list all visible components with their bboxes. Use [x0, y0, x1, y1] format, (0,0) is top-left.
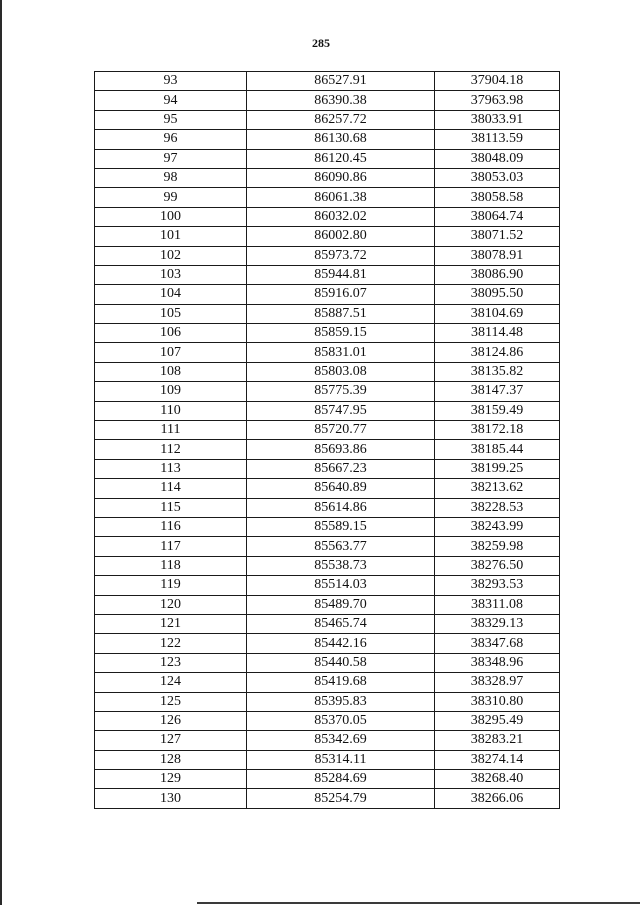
table-row	[95, 149, 560, 168]
x-coordinate-cell: 85775.39	[247, 382, 435, 401]
table-row	[95, 731, 560, 750]
point-number-cell: 107	[95, 343, 247, 362]
table-row	[95, 265, 560, 284]
y-coordinate-cell: 38295.49	[435, 711, 560, 730]
point-number-cell: 95	[95, 110, 247, 129]
point-number-cell: 123	[95, 653, 247, 672]
table-row	[95, 362, 560, 381]
table-row	[95, 595, 560, 614]
table-row	[95, 227, 560, 246]
table-row	[95, 285, 560, 304]
table-row	[95, 673, 560, 692]
x-coordinate-cell: 86390.38	[247, 91, 435, 110]
table-row	[95, 110, 560, 129]
table-row	[95, 246, 560, 265]
table-row	[95, 770, 560, 789]
point-number-cell: 111	[95, 421, 247, 440]
x-coordinate-cell: 85973.72	[247, 246, 435, 265]
y-coordinate-cell: 38124.86	[435, 343, 560, 362]
y-coordinate-cell: 38095.50	[435, 285, 560, 304]
x-coordinate-cell: 85563.77	[247, 537, 435, 556]
y-coordinate-cell: 38033.91	[435, 110, 560, 129]
point-number-cell: 96	[95, 130, 247, 149]
point-number-cell: 110	[95, 401, 247, 420]
table-row	[95, 556, 560, 575]
x-coordinate-cell: 85944.81	[247, 265, 435, 284]
y-coordinate-cell: 38199.25	[435, 459, 560, 478]
point-number-cell: 117	[95, 537, 247, 556]
point-number-cell: 128	[95, 750, 247, 769]
x-coordinate-cell: 85440.58	[247, 653, 435, 672]
table-row	[95, 479, 560, 498]
x-coordinate-cell: 85667.23	[247, 459, 435, 478]
y-coordinate-cell: 38064.74	[435, 207, 560, 226]
table-row	[95, 188, 560, 207]
x-coordinate-cell: 85465.74	[247, 614, 435, 633]
table-row	[95, 498, 560, 517]
table-row	[95, 421, 560, 440]
y-coordinate-cell: 38135.82	[435, 362, 560, 381]
x-coordinate-cell: 85916.07	[247, 285, 435, 304]
table-body	[95, 72, 560, 809]
x-coordinate-cell: 85284.69	[247, 770, 435, 789]
x-coordinate-cell: 85831.01	[247, 343, 435, 362]
point-number-cell: 114	[95, 479, 247, 498]
y-coordinate-cell: 38078.91	[435, 246, 560, 265]
y-coordinate-cell: 38243.99	[435, 517, 560, 536]
table-row	[95, 343, 560, 362]
point-number-cell: 126	[95, 711, 247, 730]
x-coordinate-cell: 85254.79	[247, 789, 435, 808]
point-number-cell: 102	[95, 246, 247, 265]
point-number-cell: 120	[95, 595, 247, 614]
point-number-cell: 105	[95, 304, 247, 323]
point-number-cell: 99	[95, 188, 247, 207]
table-row	[95, 537, 560, 556]
point-number-cell: 115	[95, 498, 247, 517]
point-number-cell: 130	[95, 789, 247, 808]
x-coordinate-cell: 85693.86	[247, 440, 435, 459]
x-coordinate-cell: 85395.83	[247, 692, 435, 711]
table-row	[95, 692, 560, 711]
table-row	[95, 168, 560, 187]
y-coordinate-cell: 38086.90	[435, 265, 560, 284]
y-coordinate-cell: 38293.53	[435, 576, 560, 595]
table-row	[95, 614, 560, 633]
x-coordinate-cell: 85640.89	[247, 479, 435, 498]
point-number-cell: 94	[95, 91, 247, 110]
y-coordinate-cell: 38113.59	[435, 130, 560, 149]
point-number-cell: 106	[95, 324, 247, 343]
y-coordinate-cell: 38147.37	[435, 382, 560, 401]
page-bottom-rule	[197, 902, 640, 904]
table-row	[95, 750, 560, 769]
y-coordinate-cell: 38266.06	[435, 789, 560, 808]
x-coordinate-cell: 86120.45	[247, 149, 435, 168]
y-coordinate-cell: 38259.98	[435, 537, 560, 556]
table-row	[95, 576, 560, 595]
table-row	[95, 711, 560, 730]
point-number-cell: 100	[95, 207, 247, 226]
y-coordinate-cell: 38276.50	[435, 556, 560, 575]
y-coordinate-cell: 38048.09	[435, 149, 560, 168]
x-coordinate-cell: 85314.11	[247, 750, 435, 769]
table-row	[95, 91, 560, 110]
coordinate-table	[94, 71, 560, 809]
x-coordinate-cell: 85538.73	[247, 556, 435, 575]
point-number-cell: 109	[95, 382, 247, 401]
table-row	[95, 304, 560, 323]
point-number-cell: 121	[95, 614, 247, 633]
x-coordinate-cell: 85589.15	[247, 517, 435, 536]
x-coordinate-cell: 86061.38	[247, 188, 435, 207]
y-coordinate-cell: 38274.14	[435, 750, 560, 769]
y-coordinate-cell: 38348.96	[435, 653, 560, 672]
y-coordinate-cell: 38071.52	[435, 227, 560, 246]
y-coordinate-cell: 38172.18	[435, 421, 560, 440]
point-number-cell: 97	[95, 149, 247, 168]
table-row	[95, 440, 560, 459]
y-coordinate-cell: 38053.03	[435, 168, 560, 187]
y-coordinate-cell: 37963.98	[435, 91, 560, 110]
x-coordinate-cell: 85419.68	[247, 673, 435, 692]
y-coordinate-cell: 38328.97	[435, 673, 560, 692]
y-coordinate-cell: 38104.69	[435, 304, 560, 323]
y-coordinate-cell: 38347.68	[435, 634, 560, 653]
x-coordinate-cell: 85489.70	[247, 595, 435, 614]
y-coordinate-cell: 38114.48	[435, 324, 560, 343]
table-row	[95, 634, 560, 653]
x-coordinate-cell: 85514.03	[247, 576, 435, 595]
page-number: 285	[312, 36, 330, 50]
x-coordinate-cell: 86090.86	[247, 168, 435, 187]
table-row	[95, 789, 560, 808]
table-row	[95, 324, 560, 343]
table-row	[95, 207, 560, 226]
point-number-cell: 98	[95, 168, 247, 187]
point-number-cell: 101	[95, 227, 247, 246]
y-coordinate-cell: 38311.08	[435, 595, 560, 614]
y-coordinate-cell: 38310.80	[435, 692, 560, 711]
point-number-cell: 104	[95, 285, 247, 304]
x-coordinate-cell: 85614.86	[247, 498, 435, 517]
x-coordinate-cell: 85720.77	[247, 421, 435, 440]
table-row	[95, 401, 560, 420]
x-coordinate-cell: 85370.05	[247, 711, 435, 730]
table-row	[95, 382, 560, 401]
x-coordinate-cell: 85442.16	[247, 634, 435, 653]
table-row	[95, 72, 560, 91]
table-row	[95, 130, 560, 149]
x-coordinate-cell: 86002.80	[247, 227, 435, 246]
point-number-cell: 103	[95, 265, 247, 284]
point-number-cell: 118	[95, 556, 247, 575]
point-number-cell: 127	[95, 731, 247, 750]
point-number-cell: 125	[95, 692, 247, 711]
x-coordinate-cell: 85342.69	[247, 731, 435, 750]
x-coordinate-cell: 86130.68	[247, 130, 435, 149]
point-number-cell: 112	[95, 440, 247, 459]
point-number-cell: 116	[95, 517, 247, 536]
x-coordinate-cell: 86527.91	[247, 72, 435, 91]
y-coordinate-cell: 38329.13	[435, 614, 560, 633]
point-number-cell: 113	[95, 459, 247, 478]
y-coordinate-cell: 38058.58	[435, 188, 560, 207]
x-coordinate-cell: 86257.72	[247, 110, 435, 129]
y-coordinate-cell: 38228.53	[435, 498, 560, 517]
y-coordinate-cell: 38213.62	[435, 479, 560, 498]
point-number-cell: 108	[95, 362, 247, 381]
table-row	[95, 459, 560, 478]
point-number-cell: 93	[95, 72, 247, 91]
point-number-cell: 119	[95, 576, 247, 595]
x-coordinate-cell: 85803.08	[247, 362, 435, 381]
y-coordinate-cell: 38159.49	[435, 401, 560, 420]
point-number-cell: 122	[95, 634, 247, 653]
y-coordinate-cell: 38283.21	[435, 731, 560, 750]
x-coordinate-cell: 85747.95	[247, 401, 435, 420]
point-number-cell: 124	[95, 673, 247, 692]
x-coordinate-cell: 86032.02	[247, 207, 435, 226]
y-coordinate-cell: 38185.44	[435, 440, 560, 459]
point-number-cell: 129	[95, 770, 247, 789]
y-coordinate-cell: 37904.18	[435, 72, 560, 91]
table-row	[95, 653, 560, 672]
table-row	[95, 517, 560, 536]
x-coordinate-cell: 85859.15	[247, 324, 435, 343]
y-coordinate-cell: 38268.40	[435, 770, 560, 789]
x-coordinate-cell: 85887.51	[247, 304, 435, 323]
